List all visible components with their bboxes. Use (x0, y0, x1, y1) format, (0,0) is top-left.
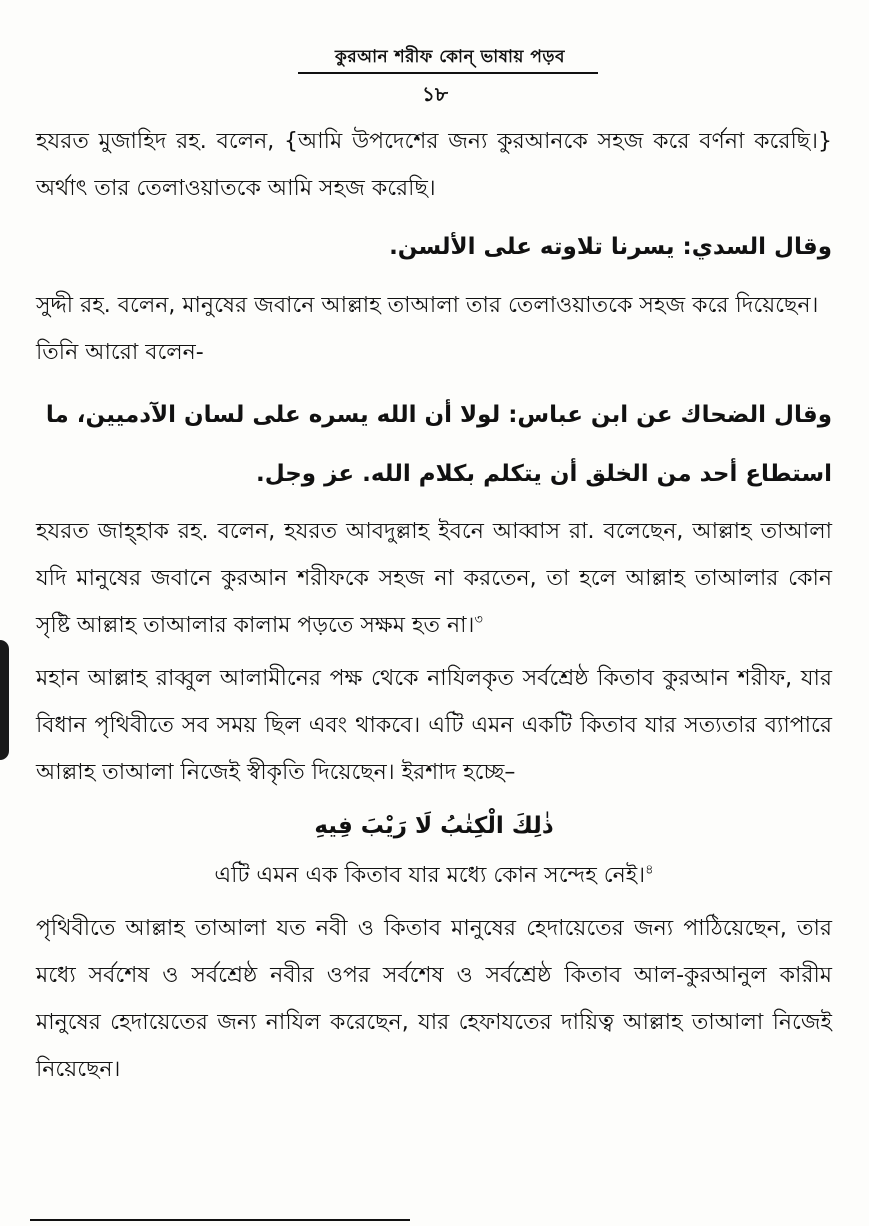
paragraph-he-also-said: তিনি আরো বলেন- (36, 340, 204, 365)
footnote-rule (30, 1219, 410, 1221)
arabic-quote-dahhak: وقال الضحاك عن ابن عباس: لولا أن الله يسره على لسان الآدميين، ما استطاع أحد من الخلق أن يتكلم بكلام الله. عز وجل. (45, 402, 832, 487)
binding-edge-shadow (0, 640, 9, 760)
arabic-quote-suddi: وقال السدي: يسرنا تلاوته على الألسن. (389, 234, 832, 260)
page-number: ১৮ (422, 82, 448, 106)
paragraph-no-doubt-text: এটি এমন এক কিতাব যার মধ্যে কোন সন্দেহ নেই। (214, 863, 646, 888)
paragraph-mujahid: হযরত মুজাহিদ রহ. বলেন, {আমি উপদেশের জন্য কুরআনকে সহজ করে বর্ণনা করেছি।} অর্থাৎ তার তেলাওয়াতকে আমি সহজ করেছি। (36, 129, 832, 201)
running-head: কুরআন শরীফ কোন্‌ ভাষায় পড়ব (334, 47, 565, 67)
paragraph-no-doubt (36, 852, 832, 899)
header-rule (298, 72, 598, 74)
paragraph-dahhak (36, 508, 832, 649)
paragraph-suddi: সুদ্দী রহ. বলেন, মানুষের জবানে আল্লাহ তাআলা তার তেলাওয়াতকে সহজ করে দিয়েছেন। (36, 293, 819, 318)
body-text (36, 118, 832, 1093)
paragraph-prophets-books: পৃথিবীতে আল্লাহ তাআলা যত নবী ও কিতাব মানুষের হেদায়েতের জন্য পাঠিয়েছেন, তার মধ্যে সর্বশেষ ও সর্বশ্রেষ্ঠ নবীর ওপর সর্বশেষ ও সর্বশ্রেষ্ঠ কিতাব আল-কুরআনুল কারীম মানুষের হেদায়েতের জন্য নাযিল করেছেন, যার হেফাযতের দায়িত্ব আল্লাহ তাআলা নিজেই নিয়েছেন। (36, 916, 832, 1082)
footnote-marker-3: ৩ (474, 612, 483, 628)
paragraph-dahhak-text: হযরত জাহ্‌হাক রহ. বলেন, হযরত আবদুল্লাহ ইবনে আব্বাস রা. বলেছেন, আল্লাহ তাআলা যদি মানুষের জবানে কুরআন শরীফকে সহজ না করতেন, তা হলে আল্লাহ তাআলার কোন সৃষ্টি আল্লাহ তাআলার কালাম পড়তে সক্ষম হত না। (36, 519, 832, 638)
arabic-quote-dhalika: ذٰلِكَ الْكِتٰبُ لَا رَيْبَ فِيهِ (314, 813, 554, 839)
footnote-marker-4: ৪ (645, 862, 654, 878)
paragraph-quran-greatest: মহান আল্লাহ রাব্বুল আলামীনের পক্ষ থেকে নাযিলকৃত সর্বশ্রেষ্ঠ কিতাব কুরআন শরীফ, যার বিধান পৃথিবীতে সব সময় ছিল এবং থাকবে। এটি এমন একটি কিতাব যার সত্যতার ব্যাপারে আল্লাহ তাআলা নিজেই স্বীকৃতি দিয়েছেন। ইরশাদ হচ্ছে– (36, 666, 832, 785)
